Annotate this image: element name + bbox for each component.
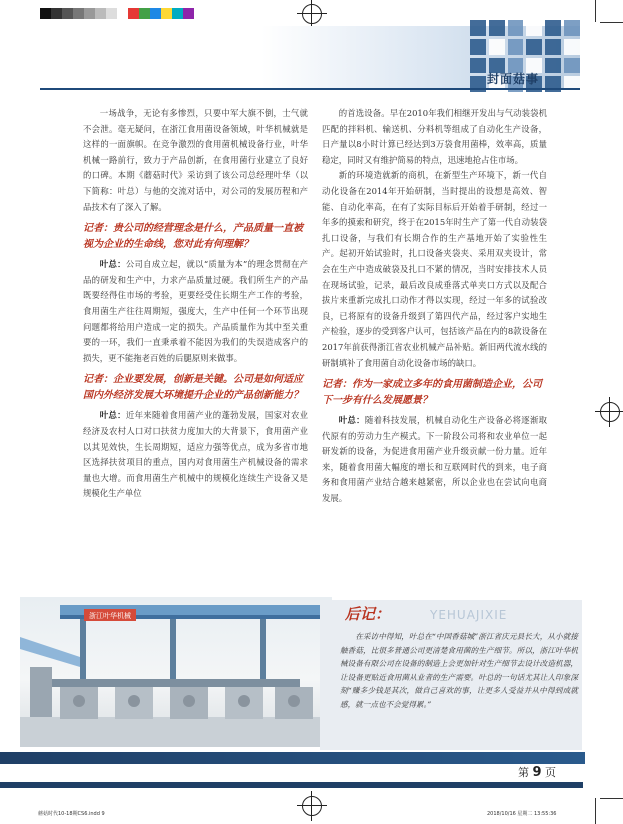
paragraph: 新的环境造就新的商机，在新型生产环境下，新一代自动化设备在2014年开始研制，当时提出的设想是高效、智能、自动化率高，在有了实际目标后开始着手研制，经过一年多的摸索和研究，终于在2015年时生产了第一代自动装袋扎口设备，与我们有长期合作的生产基地开始了实验性生产。起初开始试验时，扎口设备夹袋夹、采用双夹设计，常会在生产中造成破袋及扎口不紧的情况，当时安排技术人员在现场试验，记录，最后改良成垂落式单夹口方式以及配合拔片来重新完成扎口动作才得以实现，经过一年多的试验改良，已将原有的设备升级到了第四代产品，经过客户实地生产检验，逐步的受到客户认可，包括该产品在内的8款设备在2017年前获得浙江省农业机械产品补贴。新旧两代流水线的研制填补了食用菌自动化设备市场的缺口。	[322, 170, 547, 368]
color-bar	[40, 8, 194, 19]
afterword-text: 在采访中得知，叶总在“中国香菇城”浙江省庆元县长大，从小就接触香菇，比很多普通公司更清楚食用菌的生产细节。所以，浙江叶华机械设备有限公司在设备的制造上会更加针对生产细节去设计改造机器，让设备更贴近食用菌从业者的生产需要。叶总的一句话尤其让人印象深刻“赚多少钱是其次，做自己喜欢的事，让更多人受益并从中得到成就感，就一点也不会觉得累。”	[340, 632, 578, 709]
color-swatch	[84, 8, 95, 19]
color-swatch	[73, 8, 84, 19]
color-swatch	[106, 8, 117, 19]
answer-2	[83, 408, 308, 502]
color-swatch	[51, 8, 62, 19]
left-column	[83, 106, 308, 502]
answer-1-text: 公司自成立起，就以“质量为本”的理念贯彻在产品的研发和生产中，力求产品质量过硬。我们所生产的产品既要经得住市场的考验，更要经受住长期生产工作的考验，食用菌生产往往周期短，强度大，生产中任何一个环节出现问题都将给用户造成一定的损失。产品质量作为其中至关重要的一环，我们一直秉承着不能因为我们的失误造成客户的损失，更不能拖老百姓的后腿原则来做事。	[83, 259, 309, 363]
color-swatch	[117, 8, 128, 19]
color-swatch	[150, 8, 161, 19]
color-swatch	[128, 8, 139, 19]
machine-sign: 浙江叶华机械	[89, 612, 131, 620]
crop-mark	[600, 798, 623, 799]
page-suffix: 页	[545, 766, 557, 779]
registration-mark-right	[600, 402, 620, 422]
page-number	[518, 764, 556, 780]
color-swatch	[183, 8, 194, 19]
crop-mark	[595, 0, 596, 22]
machine-photo	[20, 597, 332, 747]
crop-mark	[595, 798, 596, 824]
slug-left: 蘑菇时代10-18期CS6.indd 9	[38, 811, 105, 817]
afterword-title: 后记：	[345, 605, 391, 623]
header-rule	[40, 88, 580, 90]
color-swatch	[172, 8, 183, 19]
answer-1	[83, 257, 308, 366]
intro-paragraph: 一场战争，无论有多惨烈，只要中军大旗不倒，士气就不会泄。毫无疑问，在浙江食用菌设备领域，叶华机械就是这样的一面旗帜。在竞争激烈的食用菌机械设备行业，叶华机械一路前行，致力于产品创新，在食用菌行业建立了良好的口碑。本期《蘑菇时代》采访到了该公司总经理叶华（以下简称：叶总）与他的交流对话中，对公司的发展历程和产品技术有了深入了解。	[83, 108, 308, 212]
answer-2-text: 近年来随着食用菌产业的蓬勃发展，国家对农业经济及农村人口对口扶贫力度加大的大背景下，食用菌产业以其见效快，生长周期短，适应力强等优点，成为多省市地区选择扶贫项目的重点，国内对食用菌生产机械设备的需求量也大增。而食用菌生产机械中的规模化连续生产设备又是规模化生产单位	[83, 410, 309, 499]
slug-right: 2018/10/16 星期二 13:55:36	[487, 811, 557, 817]
speaker-label: 叶总：	[99, 410, 126, 421]
answer-3-text: 随着科技发展，机械自动化生产设备必将逐渐取代原有的劳动力生产模式。下一阶段公司将和农业单位一起研发新的设备，为促进食用菌产业升级贡献一份力量。近年来，随着食用菌大幅度的增长和互联网时代的到来，电子商务和食用菌产业结合越来越紧密，所以企业也在尝试向电商发展。	[322, 415, 548, 504]
footer-band	[0, 752, 585, 764]
speaker-label: 叶总：	[99, 259, 126, 270]
color-swatch	[139, 8, 150, 19]
footer-bar	[0, 782, 583, 788]
page-prefix: 第	[518, 766, 529, 779]
crop-mark	[600, 22, 623, 23]
production-line-illustration	[20, 597, 332, 747]
color-swatch	[40, 8, 51, 19]
question-3: 记者：作为一家成立多年的食用菌制造企业，公司下一步有什么发展愿景？	[322, 379, 542, 407]
question-1: 记者：贵公司的经营理念是什么，产品质量一直被视为企业的生命线，您对此有何理解？	[83, 223, 303, 251]
paragraph: 的首选设备。早在2010年我们相继开发出与气动装袋机匹配的拌料机、输送机、分料机等组成了自动化生产设备，日产量以8小时计算已经达到3万袋食用菌棒，效率高，质量稳定，同时又有维护简易的特点，迅速地抢占住市场。	[322, 108, 547, 165]
page-number-value: 9	[532, 765, 542, 780]
registration-mark-top	[302, 4, 322, 24]
color-swatch	[62, 8, 73, 19]
speaker-label: 叶总：	[338, 415, 365, 426]
color-swatch	[95, 8, 106, 19]
section-title: 封面菇事	[486, 72, 539, 86]
afterword-latin: YEHUAJIXIE	[430, 608, 508, 622]
right-column	[322, 106, 547, 507]
answer-3	[322, 413, 547, 507]
registration-mark-bottom	[302, 796, 322, 816]
question-2: 记者：企业要发展，创新是关键。公司是如何适应国内外经济发展大环境提升企业的产品创新能力？	[83, 374, 303, 402]
color-swatch	[161, 8, 172, 19]
